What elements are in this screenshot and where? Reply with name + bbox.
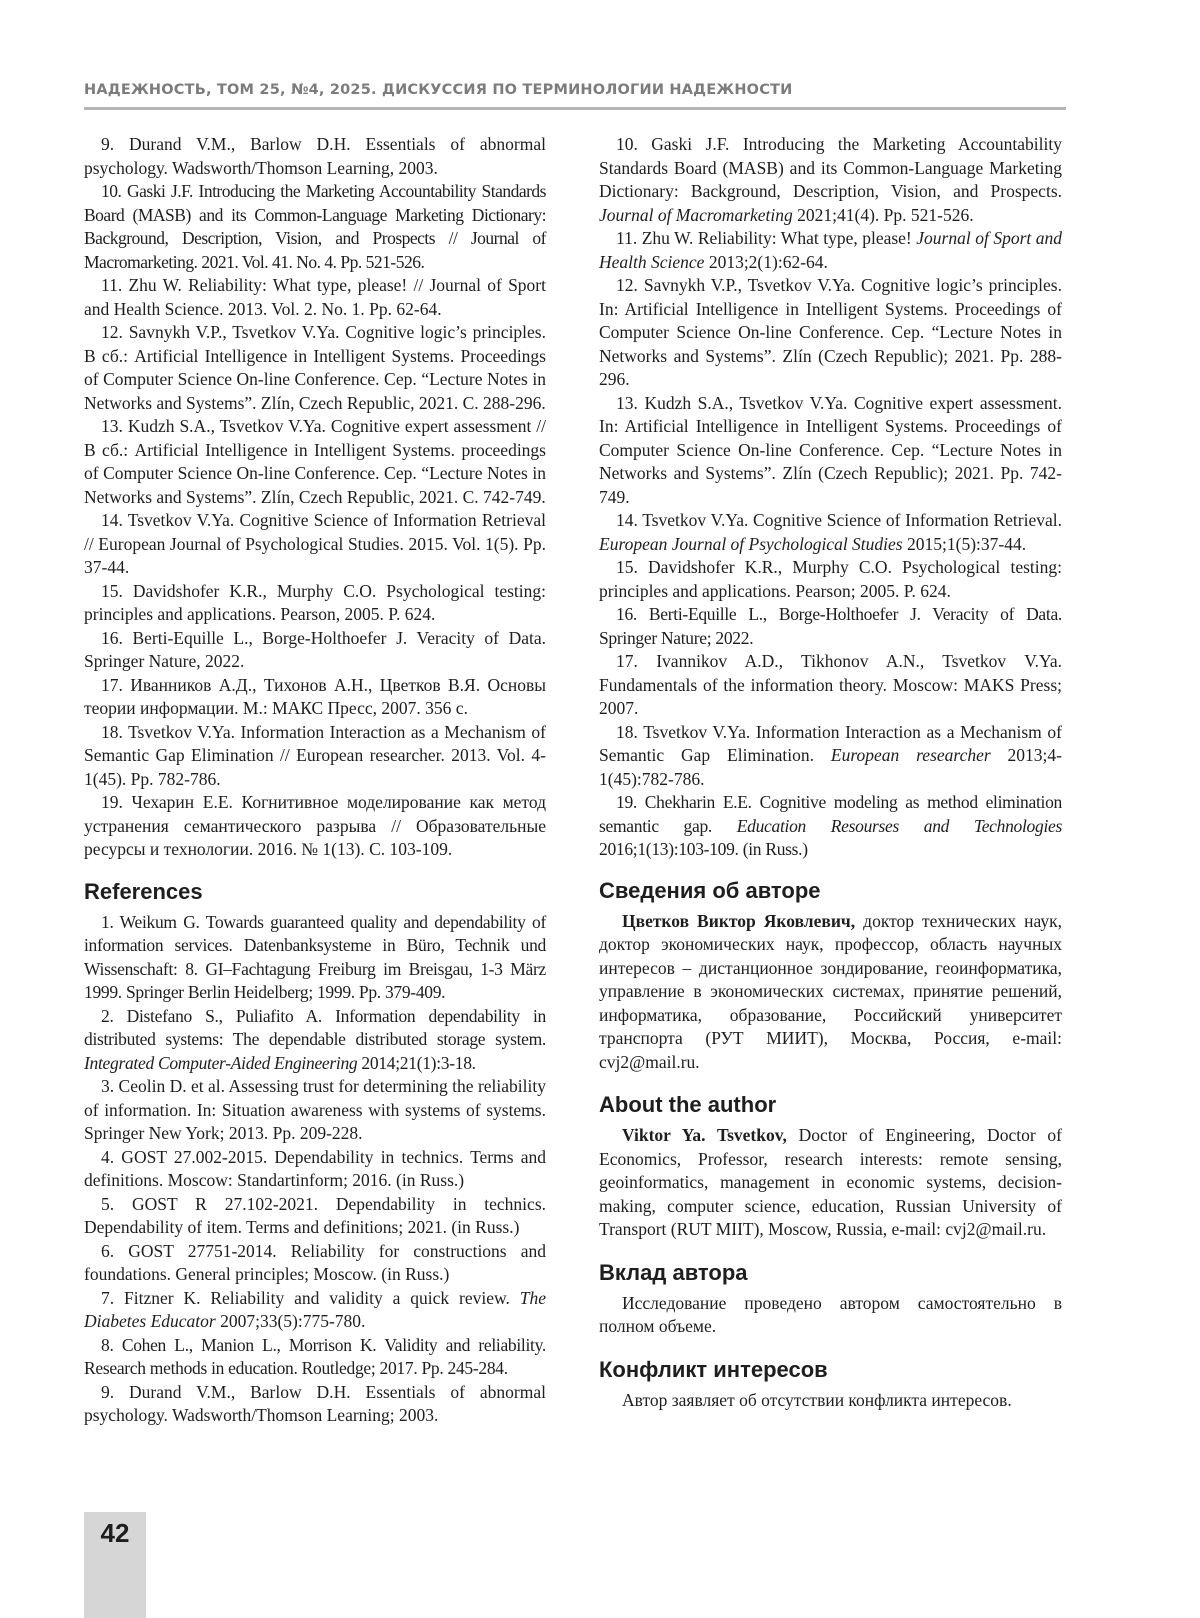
author-info-ru: Цветков Виктор Яковлевич, доктор технических наук, доктор экономических наук, профессор, область научных интересов – дистанционное зондирование, геоинформатика, управление в экономических системах, принятие решений, информатика, образование, Российский университет транспорта (РУТ МИИТ), Москва, Россия, e-mail: cvj2@mail.ru. [599, 910, 1062, 1072]
reference-item: 18. Tsvetkov V.Ya. Information Interaction as a Mechanism of Semantic Gap Elimination // European researcher. 2013. Vol. 4-1(45). Pp. 782-786. [84, 721, 546, 789]
reference-item: 6. GOST 27751-2014. Reliability for constructions and foundations. General principles; Moscow. (in Russ.) [84, 1240, 546, 1284]
author-info-heading-en: About the author [599, 1092, 777, 1117]
author-contribution-text: Исследование проведено автором самостоятельно в полном объеме. [599, 1292, 1062, 1336]
reference-item: 15. Davidshofer K.R., Murphy C.O. Psychological testing: principles and applications. Pearson, 2005. P. 624. [84, 580, 546, 624]
reference-item: 19. Чехарин Е.Е. Когнитивное моделирование как метод устранения семантического разрыва // Образовательные ресурсы и технологии. 2016. № 1(13). С. 103-109. [84, 792, 546, 859]
header-rule [84, 107, 1066, 110]
reference-item: 12. Savnykh V.P., Tsvetkov V.Ya. Cognitive logic’s principles. In: Artificial Intelligence in Intelligent Systems. Proceedings of Computer Science On-line Conference. Сер. “Lecture Notes in Networks and Systems”. Zlín (Czech Republic); 2021. Pp. 288-296. [599, 275, 1062, 389]
author-name-ru: Цветков Виктор Яковлевич, [622, 910, 856, 931]
reference-item: 15. Davidshofer K.R., Murphy C.O. Psychological testing: principles and applications. Pearson; 2005. P. 624. [599, 557, 1062, 601]
reference-item: 11. Zhu W. Reliability: What type, please! // Journal of Sport and Health Science. 2013. Vol. 2. No. 1. Pp. 62-64. [84, 275, 546, 319]
reference-item: 2. Distefano S., Puliafito A. Information dependability in distributed systems: The dependable distributed storage system. Integrated Computer-Aided Engineering 2014;21(1):3-18. [84, 1005, 546, 1073]
reference-item: 19. Chekharin E.E. Cognitive modeling as method elimination semantic gap. Education Resourses and Technologies 2016;1(13):103-109. (in Russ.) [599, 792, 1062, 859]
running-header: НАДЕЖНОСТЬ, ТОМ 25, №4, 2025. ДИСКУССИЯ ПО ТЕРМИНОЛОГИИ НАДЕЖНОСТИ [84, 82, 793, 98]
reference-item: 16. Berti-Equille L., Borge-Holthoefer J. Veracity of Data. Springer Nature; 2022. [599, 604, 1062, 648]
reference-item: 14. Tsvetkov V.Ya. Cognitive Science of Information Retrieval // European Journal of Psychological Studies. 2015. Vol. 1(5). Pp. 37-44. [84, 510, 546, 577]
reference-item: 17. Иванников А.Д., Тихонов А.Н., Цветков В.Я. Основы теории информации. М.: МАКС Пресс, 2007. 356 с. [84, 674, 546, 718]
reference-item: 16. Berti-Equille L., Borge-Holthoefer J. Veracity of Data. Springer Nature, 2022. [84, 627, 546, 671]
author-info-en: Viktor Ya. Tsvetkov, Doctor of Engineering, Doctor of Economics, Professor, research interests: remote sensing, geoinformatics, management in economic systems, decision-making, computer science, education, Russian University of Transport (RUT MIIT), Moscow, Russia, e-mail: cvj2@mail.ru. [599, 1125, 1062, 1239]
author-name-en: Viktor Ya. Tsvetkov, [622, 1125, 787, 1145]
reference-item: 7. Fitzner K. Reliability and validity a quick review. The Diabetes Educator 2007;33(5):775-780. [84, 1287, 546, 1331]
page-number: 42 [100, 1518, 130, 1548]
reference-item: 5. GOST R 27.102-2021. Dependability in technics. Dependability of item. Terms and definitions; 2021. (in Russ.) [84, 1193, 546, 1237]
reference-item: 9. Durand V.M., Barlow D.H. Essentials of abnormal psychology. Wadsworth/Thomson Learning; 2003. [84, 1381, 546, 1425]
left-column [84, 133, 546, 1428]
reference-list-ru [84, 133, 546, 862]
reference-item: 10. Gaski J.F. Introducing the Marketing Accountability Standards Board (MASB) and its Common-Language Marketing Dictionary: Background, Description, Vision, and Prospects // Journal of Macromarketing. 2021. Vol. 41. No. 4. Pp. 521-526. [84, 181, 546, 272]
reference-item: 13. Kudzh S.A., Tsvetkov V.Ya. Cognitive expert assessment // В сб.: Artificial Intelligence in Intelligent Systems. proceedings of Computer Science On-line Conference. Сер. “Lecture Notes in Networks and Systems”. Zlín, Czech Republic, 2021. С. 742-749. [84, 416, 546, 507]
reference-item: 9. Durand V.M., Barlow D.H. Essentials of abnormal psychology. Wadsworth/Thomson Learning, 2003. [84, 134, 546, 178]
author-info-heading-ru: Сведения об авторе [599, 877, 821, 903]
reference-item: 8. Cohen L., Manion L., Morrison K. Validity and reliability. Research methods in education. Routledge; 2017. Pp. 245-284. [84, 1334, 546, 1378]
reference-item: 13. Kudzh S.A., Tsvetkov V.Ya. Cognitive expert assessment. In: Artificial Intelligence in Intelligent Systems. Proceedings of Computer Science On-line Conference. Сер. “Lecture Notes in Networks and Systems”. Zlín (Czech Republic); 2021. Pp. 742-749. [599, 392, 1062, 507]
reference-item: 12. Savnykh V.P., Tsvetkov V.Ya. Cognitive logic’s principles. В сб.: Artificial Intelligence in Intelligent Systems. Proceedings of Computer Science On-line Conference. Сер. “Lecture Notes in Networks and Systems”. Zlín, Czech Republic, 2021. С. 288-296. [84, 322, 546, 413]
reference-item: 18. Tsvetkov V.Ya. Information Interaction as a Mechanism of Semantic Gap Elimination. European researcher 2013;4-1(45):782-786. [599, 721, 1062, 789]
reference-item: 1. Weikum G. Towards guaranteed quality and dependability of information services. Datenbanksysteme in Büro, Technik und Wissenschaft: 8. GI–Fachtagung Freiburg im Breisgau, 1-3 März 1999. Springer Berlin Heidelberg; 1999. Pp. 379-409. [84, 911, 546, 1002]
conflict-of-interest-heading: Конфликт интересов [599, 1356, 828, 1382]
reference-item: 11. Zhu W. Reliability: What type, please! Journal of Sport and Health Science 2013;2(1):62-64. [599, 228, 1062, 272]
author-contribution-heading: Вклад автора [599, 1259, 748, 1285]
references-heading: References [84, 878, 203, 904]
reference-item: 17. Ivannikov A.D., Tikhonov A.N., Tsvetkov V.Ya. Fundamentals of the information theory. Moscow: MAKS Press; 2007. [599, 651, 1062, 718]
right-column [599, 133, 1062, 1412]
reference-item: 14. Tsvetkov V.Ya. Cognitive Science of Information Retrieval. European Journal of Psychological Studies 2015;1(5):37-44. [599, 510, 1062, 554]
reference-list-en [84, 911, 546, 1428]
reference-list-en-continued [599, 133, 1062, 862]
reference-item: 10. Gaski J.F. Introducing the Marketing Accountability Standards Board (MASB) and its Common-Language Marketing Dictionary: Background, Description, Vision, and Prospects. Journal of Macromarketing 2021;41(4). Pp. 521-526. [599, 134, 1062, 225]
conflict-of-interest-text: Автор заявляет об отсутствии конфликта интересов. [622, 1389, 1012, 1410]
reference-item: 3. Ceolin D. et al. Assessing trust for determining the reliability of information. In: Situation awareness with systems of systems. Springer New York; 2013. Pp. 209-228. [84, 1076, 546, 1143]
reference-item: 4. GOST 27.002-2015. Dependability in technics. Terms and definitions. Moscow: Standartinform; 2016. (in Russ.) [84, 1146, 546, 1190]
